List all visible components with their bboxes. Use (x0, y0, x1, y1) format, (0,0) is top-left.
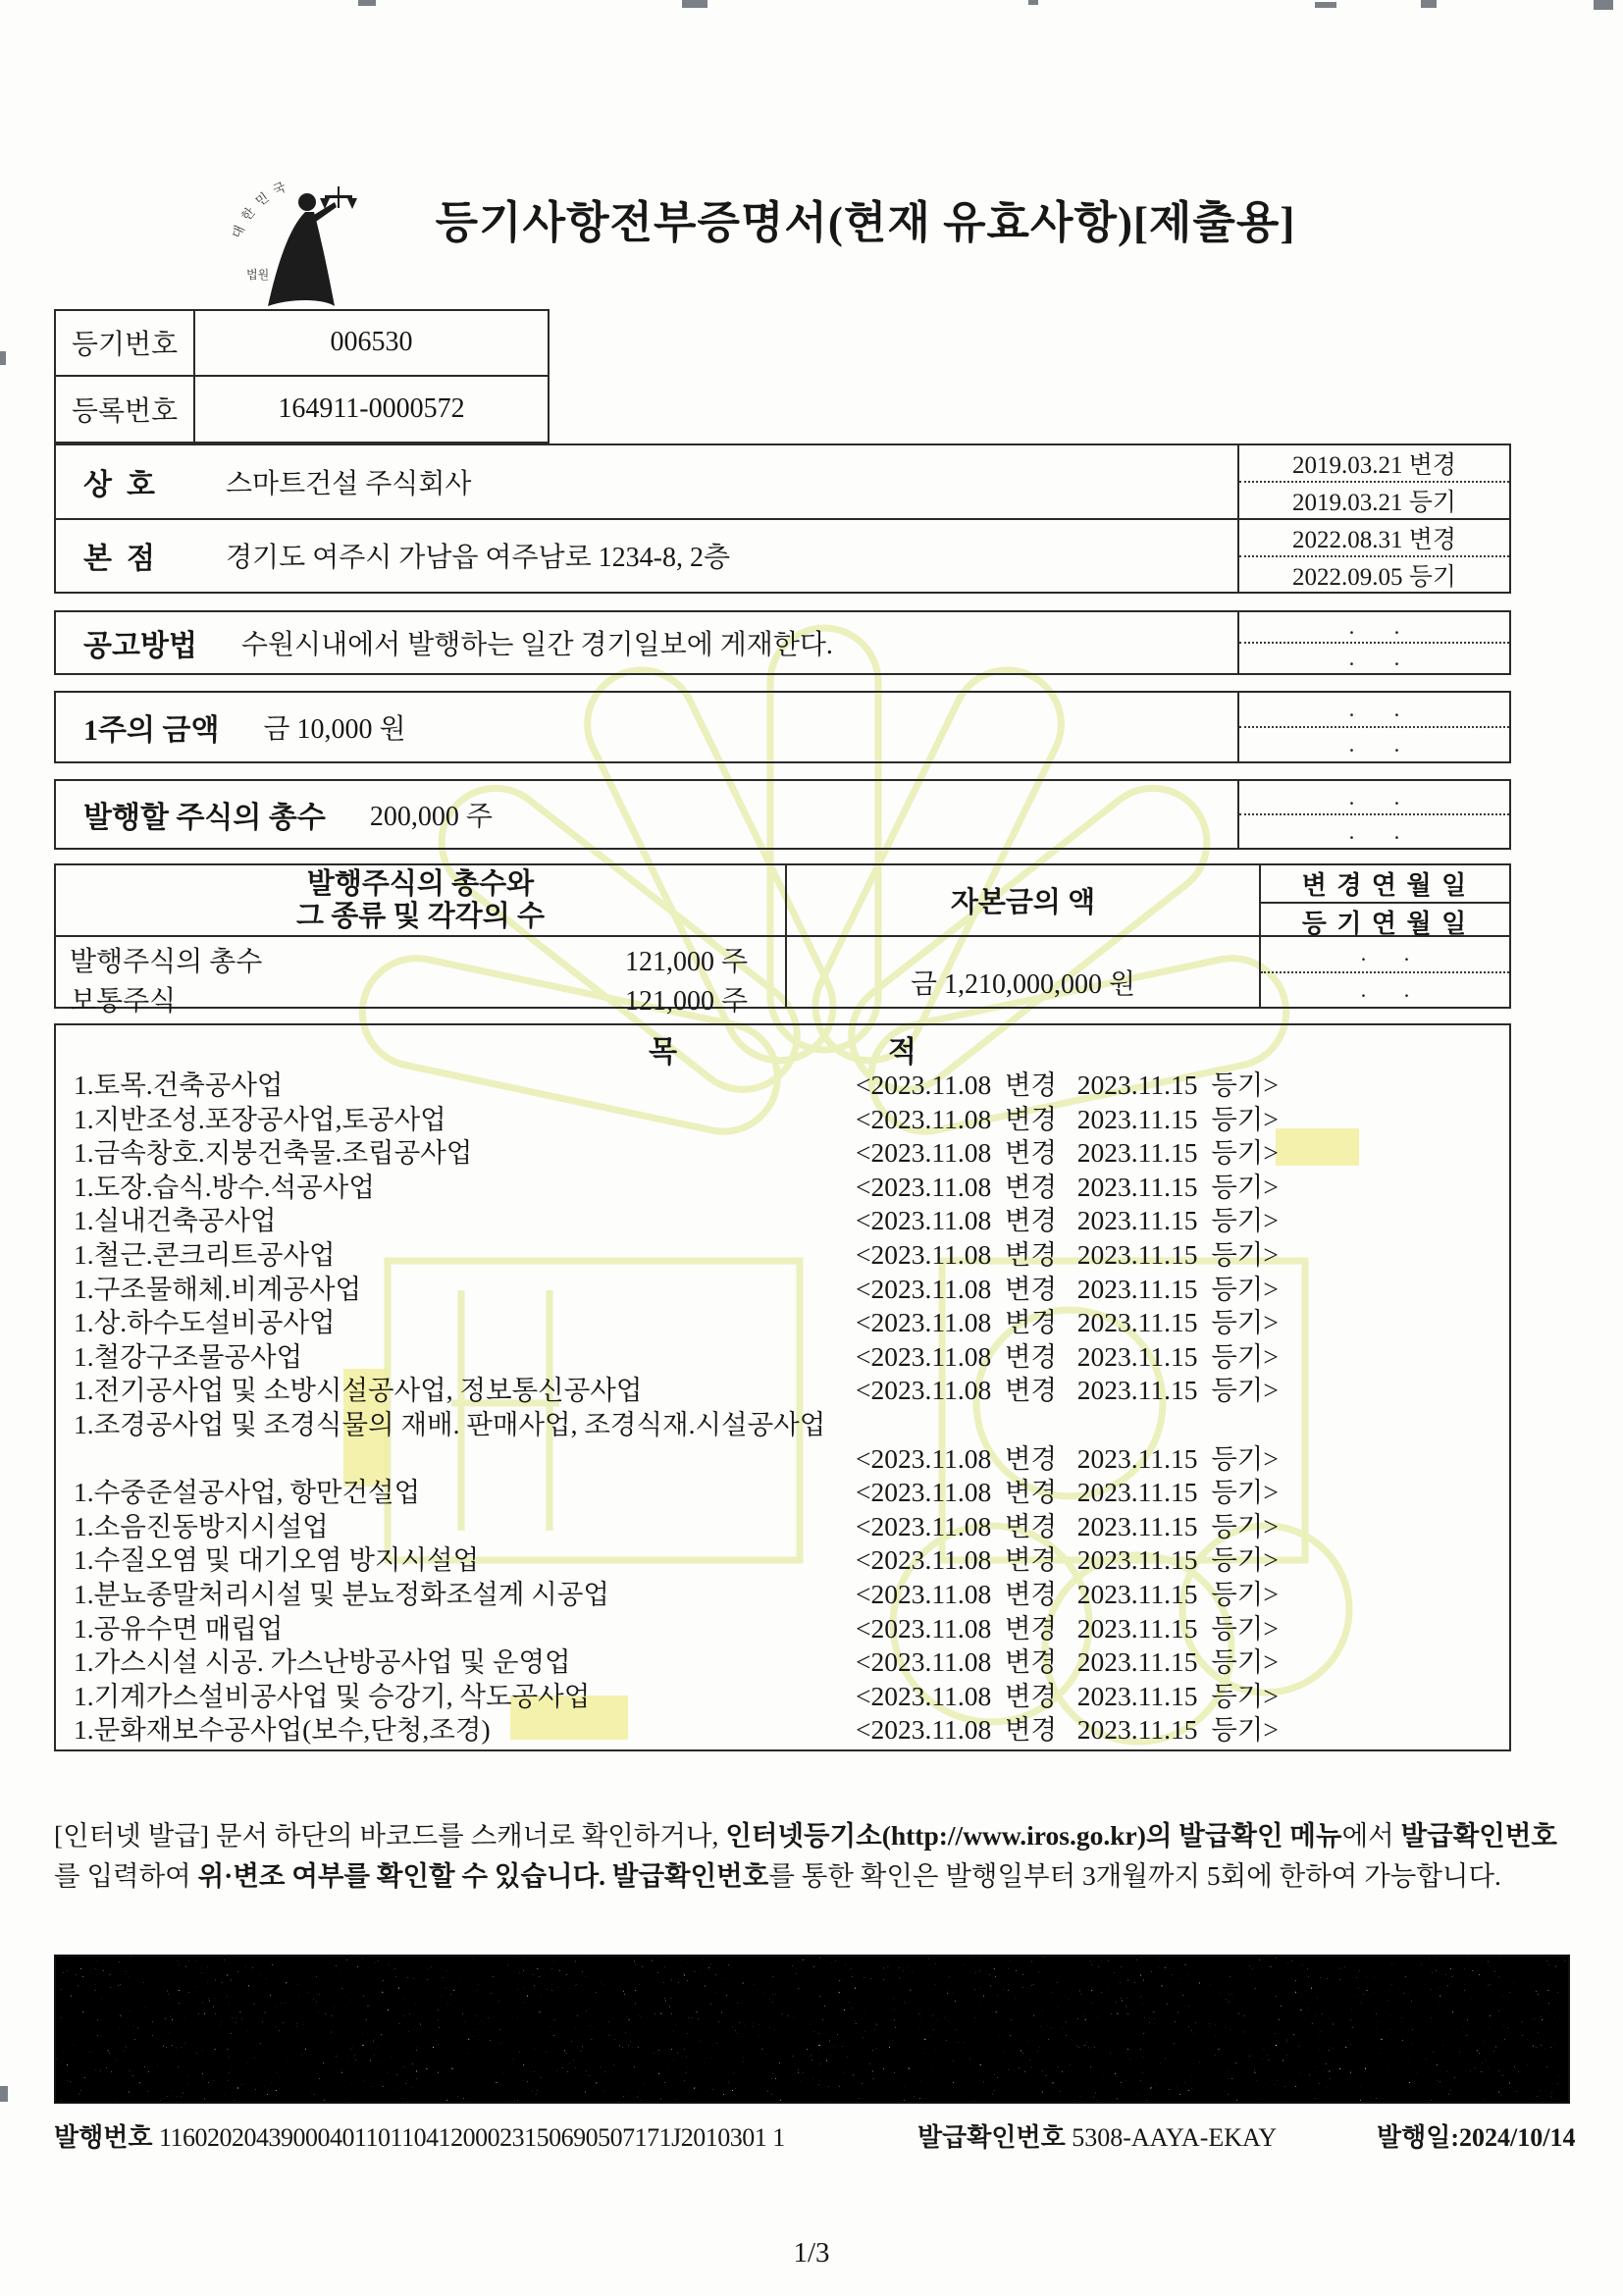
purpose-item (56, 1306, 1509, 1340)
purpose-item (56, 1103, 1509, 1137)
company-table (54, 444, 1511, 594)
purpose-change-note: <2023.11.08 변경 2023.11.15 등기> (856, 1612, 1279, 1644)
purpose-change-note: <2023.11.08 변경 2023.11.15 등기> (856, 1646, 1279, 1678)
purpose-item-text: 1.수중준설공사업, 항만건설업 (74, 1477, 421, 1508)
company-name-value: 스마트건설 주식회사 (226, 468, 472, 499)
purpose-change-note: <2023.11.08 변경 2023.11.15 등기> (856, 1171, 1279, 1202)
confirmation-number-group (917, 2117, 1277, 2154)
notice-segment: 위·변조 여부를 확인할 수 있습니다. (197, 1860, 612, 1891)
purpose-item-text: 1.소음진동방지시설업 (74, 1510, 329, 1541)
registration-date: 2019.03.21 등기 (1291, 490, 1457, 516)
purpose-item (56, 1273, 1509, 1307)
purpose-change-note: <2023.11.08 변경 2023.11.15 등기> (856, 1340, 1279, 1372)
share-price-value: 금 10,000 원 (263, 714, 406, 745)
confirmation-number-value: 5308-AAYA-EKAY (1072, 2123, 1278, 2152)
purpose-item (56, 1578, 1509, 1612)
scan-artifact (1421, 0, 1437, 8)
purpose-item (56, 1645, 1509, 1680)
purpose-item (56, 1408, 1509, 1442)
notice-segment: [인터넷 발급] (54, 1820, 216, 1851)
scan-artifact (1028, 0, 1038, 5)
notice-segment: 인터넷등기소(http://www.iros.go.kr)의 발급확인 메뉴 (725, 1820, 1342, 1851)
common-shares-line (56, 979, 785, 1018)
empty-date-dots: . . (1261, 937, 1509, 973)
purpose-item-text: 1.문화재보수공사업(보수,단청,조경) (74, 1714, 491, 1746)
change-date: 2022.08.31 변경 (1239, 520, 1509, 557)
capital-amount: 금 1,210,000,000 원 (787, 937, 1261, 1007)
share-price-row (54, 691, 1511, 763)
purpose-change-note: <2023.11.08 변경 2023.11.15 등기> (856, 1477, 1279, 1508)
barcode-image (54, 1955, 1570, 2104)
change-date-header: 변 경 연 월 일 (1261, 865, 1509, 904)
issue-date: 발행일:2024/10/14 (1377, 2123, 1576, 2152)
announcement-method-row (54, 610, 1511, 675)
issued-shares-header (56, 865, 1509, 937)
purpose-item-text: 1.기계가스설비공사업 및 승강기, 삭도공사업 (74, 1680, 591, 1711)
registry-table (54, 309, 550, 444)
scan-artifact (1315, 2, 1336, 8)
purpose-item-text: 1.지반조성.포장공사업,토공사업 (74, 1103, 446, 1134)
notice-segment: 를 통한 확인은 발행일부터 3개월까지 5회에 한하여 가능합니다. (768, 1860, 1501, 1891)
total-issued-name: 발행주식의 총수 (70, 947, 263, 977)
purpose-item-text: 1.공유수면 매립업 (74, 1612, 284, 1644)
notice-segment: 에서 (1341, 1820, 1401, 1851)
empty-date-dots: . . (1360, 976, 1410, 1002)
purpose-change-note: <2023.11.08 변경 2023.11.15 등기> (856, 1273, 1279, 1304)
purpose-item-text: 1.철근.콘크리트공사업 (74, 1238, 336, 1270)
purpose-item-text: 1.도장.습식.방수.석공사업 (74, 1171, 375, 1202)
authorized-shares-label: 발행할 주식의 총수 (83, 802, 326, 834)
purpose-item (56, 1204, 1509, 1238)
head-office-label: 본 점 (83, 543, 155, 576)
header-line: 그 종류 및 각각의 수 (295, 900, 546, 932)
purpose-item (56, 1136, 1509, 1171)
total-issued-line (56, 940, 785, 979)
purpose-item-text: 1.상.하수도설비공사업 (74, 1307, 336, 1338)
issue-number-label: 발행번호 (54, 2123, 159, 2152)
purpose-change-note: <2023.11.08 변경 2023.11.15 등기> (856, 1070, 1279, 1100)
purpose-item-text: 1.조경공사업 및 조경식물의 재배. 판매사업, 조경식재.시설공사업 (74, 1408, 826, 1439)
registration-date-header: 등 기 연 월 일 (1301, 910, 1469, 938)
date-cell-empty (1237, 781, 1509, 848)
empty-date-dots: . . (1348, 732, 1400, 757)
purpose-change-note: <2023.11.08 변경 2023.11.15 등기> (856, 1375, 1279, 1406)
purpose-change-note: <2023.11.08 변경 2023.11.15 등기> (856, 1307, 1279, 1338)
purpose-item (56, 1680, 1509, 1714)
court-logo-sub-text: 법원 (246, 268, 270, 282)
announcement-method-value: 수원시내에서 발행하는 일간 경기일보에 게재한다. (240, 630, 833, 660)
empty-date-dots: . . (1239, 693, 1509, 728)
purpose-header (56, 1029, 1509, 1069)
purpose-item-text: 1.가스시설 시공. 가스난방공사업 및 운영업 (74, 1646, 571, 1678)
business-purpose-box (54, 1023, 1511, 1751)
registration-date: 2022.09.05 등기 (1291, 563, 1457, 591)
registry-row-label: 등기번호 (56, 311, 195, 377)
court-logo-arc-text: 대한민국 (229, 176, 294, 241)
issued-shares-table (54, 863, 1511, 1017)
purpose-change-note: <2023.11.08 변경 2023.11.15 등기> (856, 1680, 1279, 1711)
registry-row-label: 등록번호 (56, 377, 195, 443)
purpose-item-text: 1.철강구조물공사업 (74, 1340, 303, 1372)
scan-artifact (682, 0, 707, 8)
purpose-item (56, 1510, 1509, 1544)
empty-date-dots: . . (1348, 818, 1400, 844)
common-shares-count: 121,000 주 (624, 986, 748, 1017)
capital-col-header: 자본금의 액 (787, 865, 1261, 935)
date-cell-empty (1261, 937, 1509, 1007)
purpose-item-text: 1.토목.건축공사업 (74, 1070, 284, 1100)
issue-number-group (54, 2117, 785, 2154)
notice-segment: 를 입력하여 (54, 1860, 198, 1891)
purpose-change-note: <2023.11.08 변경 2023.11.15 등기> (856, 1578, 1279, 1609)
common-shares-name: 보통주식 (70, 986, 177, 1017)
head-office-value: 경기도 여주시 가남읍 여주남로 1234-8, 2층 (226, 543, 730, 574)
purpose-item (56, 1543, 1509, 1578)
authorized-shares-row (54, 779, 1511, 850)
issue-number-value: 116020204390004011011041200023150690507171J2010301 1 (158, 2123, 785, 2152)
empty-date-dots: . . (1239, 781, 1509, 815)
scan-artifact (0, 2086, 8, 2102)
announcement-method-label: 공고방법 (83, 630, 197, 662)
scan-artifact (1594, 0, 1613, 10)
purpose-header-right: 적 (888, 1036, 916, 1069)
purpose-item-text: 1.분뇨종말처리시설 및 분뇨정화조설계 시공업 (74, 1578, 609, 1609)
company-name-row (56, 445, 1509, 518)
company-name-label: 상 호 (83, 468, 155, 501)
date-col-header (1261, 865, 1509, 938)
scan-artifact (358, 0, 376, 6)
page-title: 등기사항전부증명서(현재 유효사항)[제출용] (435, 198, 1296, 247)
purpose-item-text: 1.전기공사업 및 소방시설공사업, 정보통신공사업 (74, 1375, 643, 1406)
empty-date-dots: . . (1239, 612, 1509, 644)
purpose-item (56, 1238, 1509, 1273)
issued-shares-body (56, 937, 1509, 1017)
issue-info-line (54, 2117, 1576, 2155)
purpose-change-note: <2023.11.08 변경 2023.11.15 등기> (856, 1544, 1279, 1576)
purpose-item (56, 1340, 1509, 1375)
purpose-change-note: <2023.11.08 변경 2023.11.15 등기> (856, 1510, 1279, 1541)
total-issued-count: 121,000 주 (624, 947, 748, 977)
purpose-item (56, 1476, 1509, 1510)
purpose-change-note: <2023.11.08 변경 2023.11.15 등기> (856, 1442, 1279, 1474)
share-price-label: 1주의 금액 (83, 714, 220, 747)
change-date: 2019.03.21 변경 (1239, 445, 1509, 483)
purpose-header-left: 목 (649, 1036, 677, 1069)
purpose-item-text: 1.실내건축공사업 (74, 1205, 277, 1236)
purpose-item-text: 1.금속창호.지붕건축물.조립공사업 (74, 1137, 473, 1169)
purpose-item (56, 1171, 1509, 1205)
company-name-dates (1237, 445, 1509, 518)
purpose-item-date-line (56, 1442, 1509, 1477)
notice-segment: 발급확인번호 (611, 1860, 769, 1891)
purpose-item (56, 1612, 1509, 1646)
head-office-row (56, 518, 1509, 593)
purpose-item (56, 1713, 1509, 1748)
registry-row-value: 006530 (195, 311, 548, 377)
purpose-item (56, 1374, 1509, 1408)
purpose-change-note: <2023.11.08 변경 2023.11.15 등기> (856, 1205, 1279, 1236)
header-line: 발행주식의 총수와 (306, 867, 535, 900)
page-number: 1/3 (793, 2237, 830, 2269)
date-cell-empty (1237, 693, 1509, 761)
purpose-item-text: 1.구조물해체.비계공사업 (74, 1273, 362, 1304)
notice-segment: 발급확인번호 (1400, 1820, 1557, 1851)
internet-issuance-notice (54, 1815, 1570, 1896)
authorized-shares-value: 200,000 주 (369, 802, 493, 832)
registry-row-value: 164911-0000572 (278, 392, 465, 424)
date-cell-empty (1237, 612, 1509, 673)
head-office-dates (1237, 520, 1509, 593)
purpose-item (56, 1069, 1509, 1103)
scan-artifact (0, 351, 6, 365)
purpose-change-note: <2023.11.08 변경 2023.11.15 등기> (856, 1103, 1279, 1134)
purpose-item-text: 1.수질오염 및 대기오염 방지시설업 (74, 1544, 480, 1576)
issued-shares-values (56, 937, 787, 1017)
purpose-change-note: <2023.11.08 변경 2023.11.15 등기> (856, 1714, 1279, 1746)
purpose-change-note: <2023.11.08 변경 2023.11.15 등기> (856, 1137, 1279, 1169)
confirmation-number-label: 발급확인번호 (917, 2123, 1073, 2152)
purpose-change-note: <2023.11.08 변경 2023.11.15 등기> (856, 1238, 1279, 1270)
issued-shares-col-header (56, 865, 787, 935)
empty-date-dots: . . (1348, 646, 1400, 670)
notice-segment: 문서 하단의 바코드를 스캐너로 확인하거나, (215, 1820, 726, 1851)
